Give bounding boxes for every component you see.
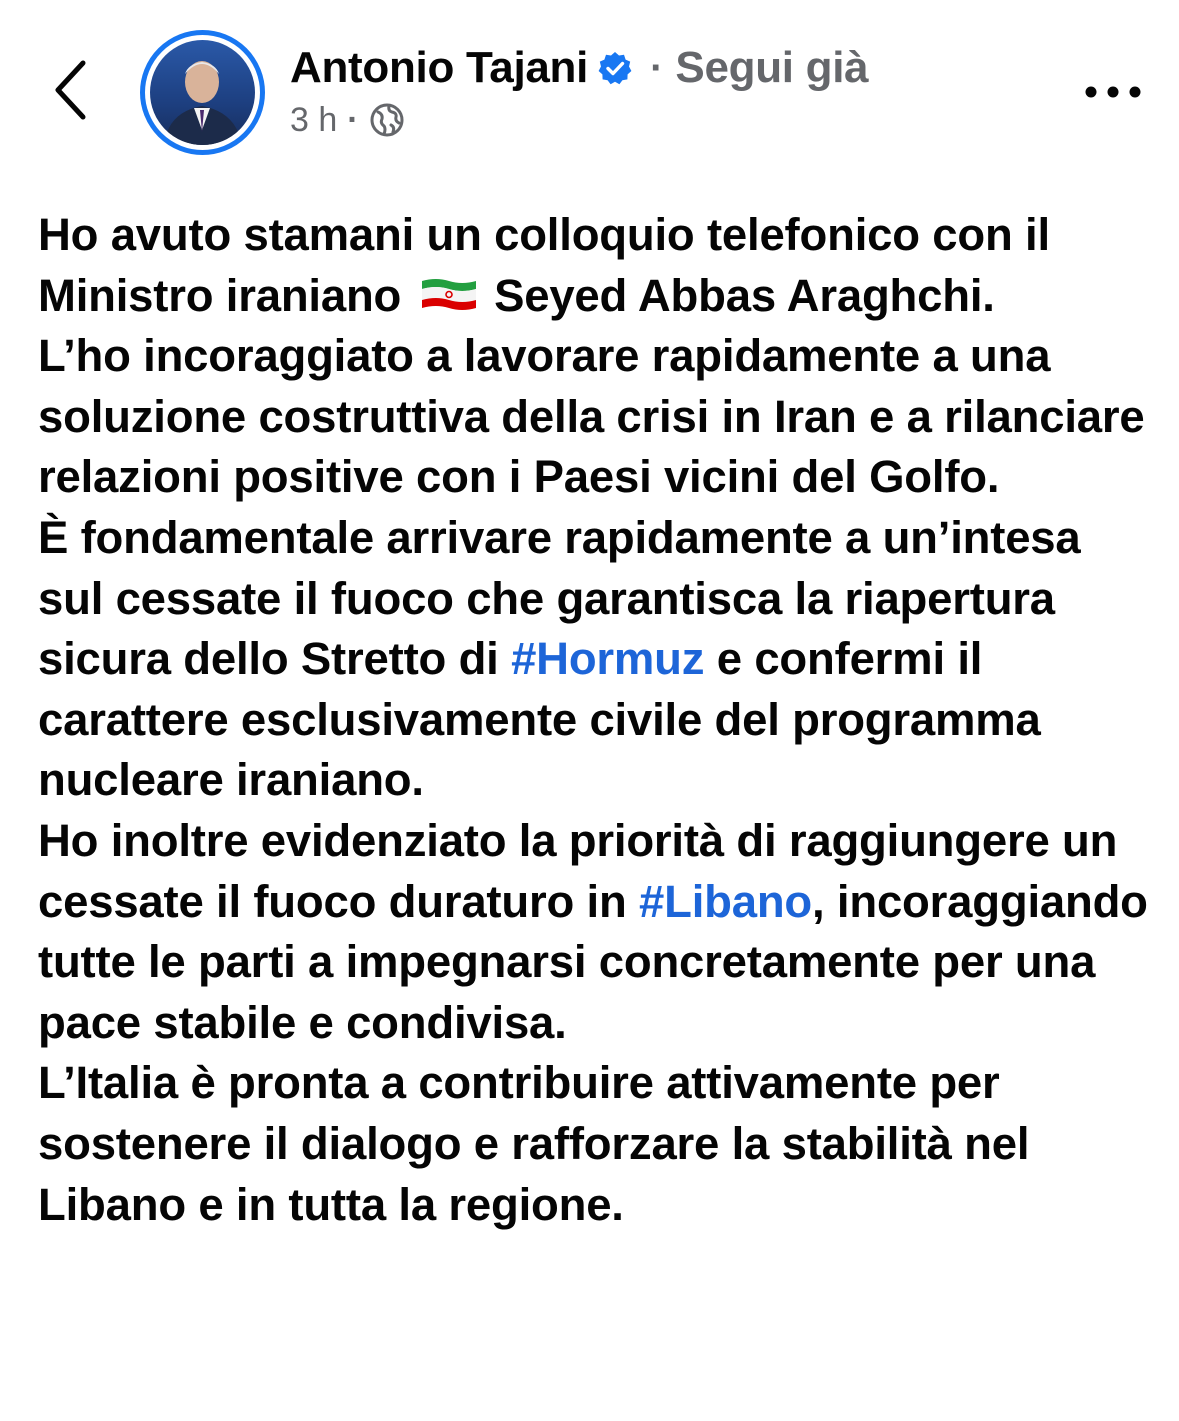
post-paragraph-5: L’Italia è pronta a contribuire attivamente per sostenere il dialogo e rafforzare la stabilità nel Libano e in tutta la regione. [38, 1057, 1030, 1230]
post-meta [290, 98, 405, 142]
post-paragraph-1 [38, 205, 1158, 326]
author-row [290, 40, 868, 96]
post-header [0, 0, 1179, 170]
post-text-segment: , incoraggiando tutte le parti a impegnarsi concretamente per una pace stabile e condivisa. [38, 875, 1148, 1048]
post-text [38, 205, 1158, 1235]
iran-flag-icon [420, 270, 478, 310]
follow-status-button[interactable]: Segui già [675, 43, 869, 92]
globe-icon [369, 102, 405, 138]
post-text-segment: Ho inoltre evidenziato la priorità di raggiungere un cessate il fuoco duraturo in [38, 814, 1118, 927]
more-options-button[interactable] [1078, 72, 1148, 112]
meta-separator-dot: · [347, 100, 359, 139]
post-text-segment: È fondamentale arrivare rapidamente a un’intesa sul cessate il fuoco che garantisca la riapertura sicura dello Stretto di [38, 511, 1081, 685]
hashtag-libano-link[interactable]: #Libano [639, 875, 813, 927]
post-text-segment: Seyed Abbas Araghchi. [494, 269, 995, 321]
post-paragraph-2: L’ho incoraggiato a lavorare rapidamente a una soluzione costruttiva della crisi in Iran e a rilanciare relazioni positive con i Paesi vicini del Golfo. [38, 330, 1145, 503]
verified-badge-icon [598, 51, 632, 85]
post-time[interactable]: 3 h [290, 100, 338, 139]
post-paragraph-4 [38, 811, 1158, 1053]
post-paragraph-3 [38, 508, 1158, 811]
post-text-segment: Ho avuto stamani un colloquio telefonico con il Ministro iraniano [38, 209, 1050, 321]
author-avatar[interactable] [140, 30, 265, 155]
separator-dot: · [650, 45, 664, 90]
more-horizontal-icon [1083, 85, 1143, 99]
post-text-segment: e confermi il carattere esclusivamente civile del programma nucleare iraniano. [38, 633, 1041, 806]
avatar-photo [150, 40, 255, 145]
chevron-left-icon [52, 59, 88, 121]
hashtag-hormuz-link[interactable]: #Hormuz [511, 633, 705, 685]
back-button[interactable] [40, 52, 100, 128]
author-name[interactable]: Antonio Tajani [290, 43, 589, 92]
